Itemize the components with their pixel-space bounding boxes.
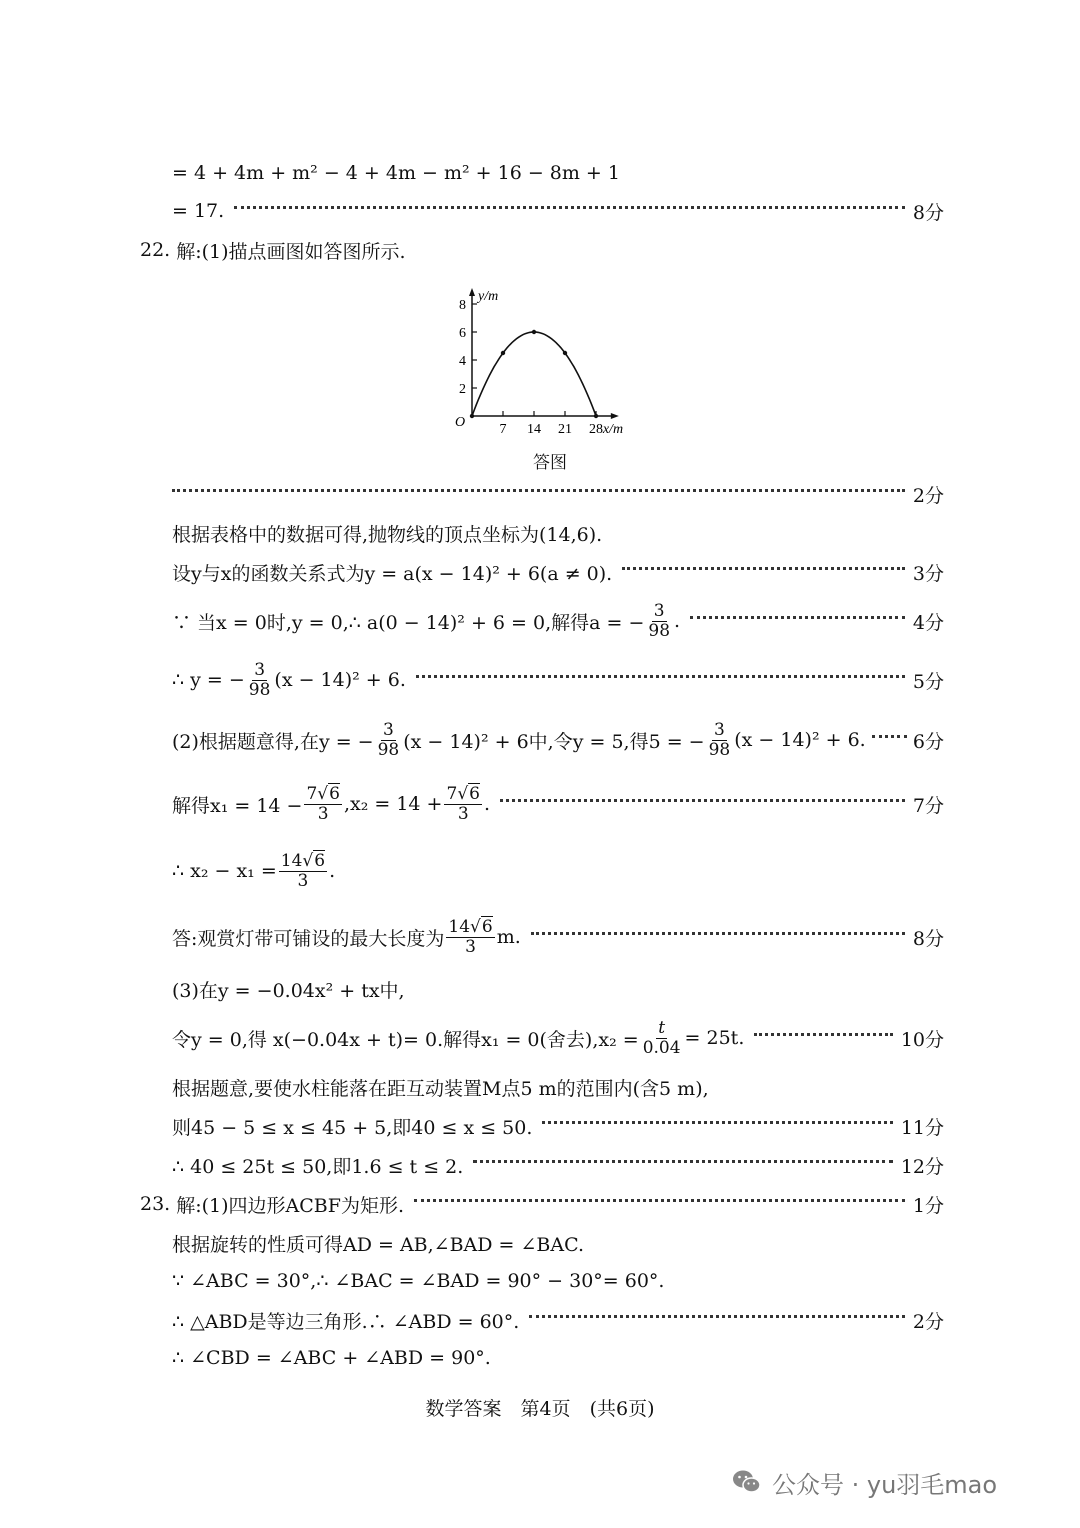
- part2-suffix: (x − 14)² + 6.: [734, 729, 866, 751]
- radicand: 6: [314, 850, 326, 871]
- part2-prefix: (2)根据题意得,在y = −: [172, 730, 374, 753]
- numerator: 14√6: [448, 916, 493, 937]
- angle-text: ∵ ∠ABC = 30°,∴ ∠BAC = ∠BAD = 90° − 30°= 60°.: [172, 1270, 665, 1292]
- y-tick-label: 6: [459, 326, 466, 341]
- rotation-text: 根据旋转的性质可得AD = AB,∠BAD = ∠BAC.: [172, 1233, 585, 1256]
- equation-line: [172, 154, 944, 192]
- question-number: 22.: [140, 239, 171, 261]
- part3-solve-suffix: = 25t.: [684, 1027, 745, 1049]
- angle-line: [172, 1262, 944, 1300]
- solve-a-line: ∵ 当x = 0时,y = 0,∴ a(0 − 14)² + 6 = 0,解得a = − $\frac{3}{98}$ . 4分: [172, 600, 944, 641]
- denominator: 98: [377, 739, 400, 760]
- vertex-line: [172, 514, 944, 552]
- range-line: [172, 1068, 944, 1106]
- function-line: [172, 657, 944, 703]
- fraction: [304, 785, 342, 824]
- coefficient: 7: [446, 783, 458, 804]
- part3-solve-prefix: 令y = 0,得 x(−0.04x + t)= 0.解得x₁ = 0(舍去),x₂ =: [172, 1028, 639, 1051]
- score-label: 7分: [912, 794, 944, 817]
- dot-leader: [622, 567, 905, 570]
- data-point: [532, 330, 536, 334]
- score-label: 4分: [912, 611, 944, 634]
- origin-label: O: [454, 415, 466, 430]
- fraction: [247, 661, 273, 700]
- solve-a-text: ∵ 当x = 0时,y = 0,∴ a(0 − 14)² + 6 = 0,解得a = −: [172, 611, 645, 634]
- dot-leader: [500, 799, 905, 802]
- fraction: [444, 785, 482, 824]
- dot-leader: [690, 616, 905, 619]
- score-label: 8分: [912, 927, 944, 950]
- function-suffix: (x − 14)² + 6.: [274, 669, 406, 691]
- score-label: 8分: [912, 201, 944, 224]
- part3-line: [172, 970, 944, 1008]
- data-point: [470, 414, 474, 418]
- denominator: 98: [708, 739, 731, 760]
- y-axis-arrow: [469, 288, 475, 296]
- fraction: [446, 918, 494, 957]
- chart-caption: 答图: [533, 453, 567, 473]
- function-prefix: ∴ y = −: [172, 669, 245, 691]
- score-label: 5分: [912, 670, 944, 693]
- numerator: 3: [714, 719, 725, 740]
- numerator: 3: [254, 659, 266, 680]
- inequality-text: 则45 − 5 ≤ x ≤ 45 + 5,即40 ≤ x ≤ 50.: [172, 1116, 533, 1139]
- numerator: 14√6: [280, 850, 326, 871]
- numerator: 3: [383, 719, 394, 740]
- part3-solve-line: [172, 1015, 944, 1061]
- question-text: 解:(1)四边形ACBF为矩形.: [176, 1194, 404, 1217]
- y-tick-label: 8: [459, 298, 466, 313]
- score-label: 2分: [912, 1310, 944, 1333]
- score-label: 12分: [900, 1155, 944, 1178]
- dot-leader: [531, 932, 905, 935]
- data-point: [501, 351, 505, 355]
- roots-line: 解得x₁ = 14 − $\frac{7√6}{3}$ ,x₂ = 14 + $\frac{7√6}{3}$ . 7分: [172, 783, 944, 824]
- y-tick-label: 4: [459, 354, 466, 369]
- setup-text: 设y与x的函数关系式为y = a(x − 14)² + 6(a ≠ 0).: [172, 562, 613, 585]
- denominator: 3: [457, 803, 469, 824]
- denominator: 98: [248, 679, 271, 700]
- data-point: [594, 414, 598, 418]
- watermark-text: 公众号 · yu羽毛mao: [772, 1470, 998, 1499]
- question-22-header: [140, 231, 944, 269]
- setup-line: [172, 553, 944, 591]
- chart-svg: [440, 276, 660, 476]
- question-23-header: [140, 1185, 944, 1223]
- parabola-chart: [440, 276, 660, 480]
- score-label: 2分: [912, 484, 944, 507]
- y-tick-label: 2: [459, 382, 466, 397]
- range-text: 根据题意,要使水柱能落在距互动装置M点5 m的范围内(含5 m),: [172, 1077, 709, 1100]
- fraction: [707, 721, 733, 760]
- score-label: 11分: [900, 1116, 944, 1139]
- y-axis-label: y/m: [478, 289, 499, 304]
- difference-prefix: ∴ x₂ − x₁ =: [172, 860, 277, 882]
- vertex-text: 根据表格中的数据可得,抛物线的顶点坐标为(14,6).: [172, 523, 603, 546]
- cbd-line: [172, 1339, 944, 1377]
- denominator: 98: [648, 620, 671, 641]
- wechat-icon: [732, 1469, 762, 1495]
- inequality-line: [172, 1107, 944, 1145]
- radicand: 6: [329, 783, 340, 804]
- x-axis-label: x/m: [602, 422, 624, 437]
- coefficient: 14: [280, 850, 303, 871]
- cbd-text: ∴ ∠CBD = ∠ABC + ∠ABD = 90°.: [172, 1347, 491, 1369]
- part3-text: (3)在y = −0.04x² + tx中,: [172, 979, 405, 1002]
- watermark: [732, 1456, 1062, 1508]
- denominator: 3: [317, 803, 329, 824]
- part2-line: [172, 717, 944, 763]
- data-point: [563, 351, 567, 355]
- numerator: t: [658, 1017, 666, 1038]
- fraction: [641, 1019, 683, 1058]
- radicand: 6: [469, 783, 480, 804]
- score-label: 1分: [912, 1194, 944, 1217]
- difference-line: ∴ x₂ − x₁ = $\frac{14√6}{3}$ .: [172, 850, 336, 891]
- dot-leader: [754, 1033, 892, 1036]
- rotation-line: [172, 1224, 944, 1262]
- coefficient: 7: [306, 783, 318, 804]
- dot-leader: [416, 675, 905, 678]
- question-number: 23.: [140, 1193, 171, 1215]
- page-footer: 数学答案 第4页 (共6页): [425, 1398, 655, 1420]
- part2-middle: (x − 14)² + 6中,令y = 5,得5 = −: [403, 730, 705, 753]
- answer-line: [172, 913, 944, 961]
- dot-leader: [542, 1121, 892, 1124]
- denominator: 3: [297, 870, 309, 891]
- roots-middle: ,x₂ = 14 +: [343, 793, 443, 815]
- equation-text: = 4 + 4m + m² − 4 + 4m − m² + 16 − 8m + 1: [172, 162, 620, 184]
- score-label: 3分: [912, 562, 944, 585]
- x-tick-label: 7: [499, 422, 507, 437]
- score-label: 6分: [912, 730, 944, 753]
- t-range-line: [172, 1146, 944, 1184]
- dot-leader: [414, 1199, 905, 1202]
- coefficient: 14: [448, 916, 471, 937]
- fraction: [376, 721, 402, 760]
- t-range-text: ∴ 40 ≤ 25t ≤ 50,即1.6 ≤ t ≤ 2.: [172, 1155, 464, 1178]
- dot-leader: [872, 735, 907, 738]
- parabola-line: [472, 332, 596, 416]
- radicand: 6: [481, 916, 493, 937]
- chart-score-line: [172, 475, 944, 513]
- question-text: 解:(1)描点画图如答图所示.: [176, 240, 406, 263]
- dot-leader: [473, 1160, 893, 1163]
- roots-prefix: 解得x₁ = 14 −: [172, 794, 303, 817]
- answer-suffix: m.: [496, 926, 521, 948]
- denominator: 3: [465, 936, 476, 957]
- numerator: 7√6: [306, 783, 340, 804]
- fraction: [646, 602, 672, 641]
- dot-leader: [529, 1315, 905, 1318]
- equation-result-line: [172, 192, 944, 230]
- x-tick-label: 28: [589, 422, 603, 437]
- score-label: 10分: [900, 1028, 944, 1051]
- x-tick-label: 21: [558, 422, 572, 437]
- dot-leader: [234, 206, 905, 209]
- fraction: [279, 852, 327, 891]
- dot-leader: [172, 489, 905, 492]
- numerator: 3: [653, 600, 665, 621]
- equation-result: = 17.: [172, 200, 225, 222]
- x-axis-arrow: [611, 413, 619, 419]
- equilateral-line: [172, 1301, 944, 1339]
- x-tick-label: 14: [527, 422, 541, 437]
- answer-prefix: 答:观赏灯带可铺设的最大长度为: [172, 927, 445, 950]
- numerator: 7√6: [446, 783, 480, 804]
- equilateral-text: ∴ △ABD是等边三角形.∴ ∠ABD = 60°.: [172, 1310, 520, 1333]
- denominator: 0.04: [642, 1037, 681, 1058]
